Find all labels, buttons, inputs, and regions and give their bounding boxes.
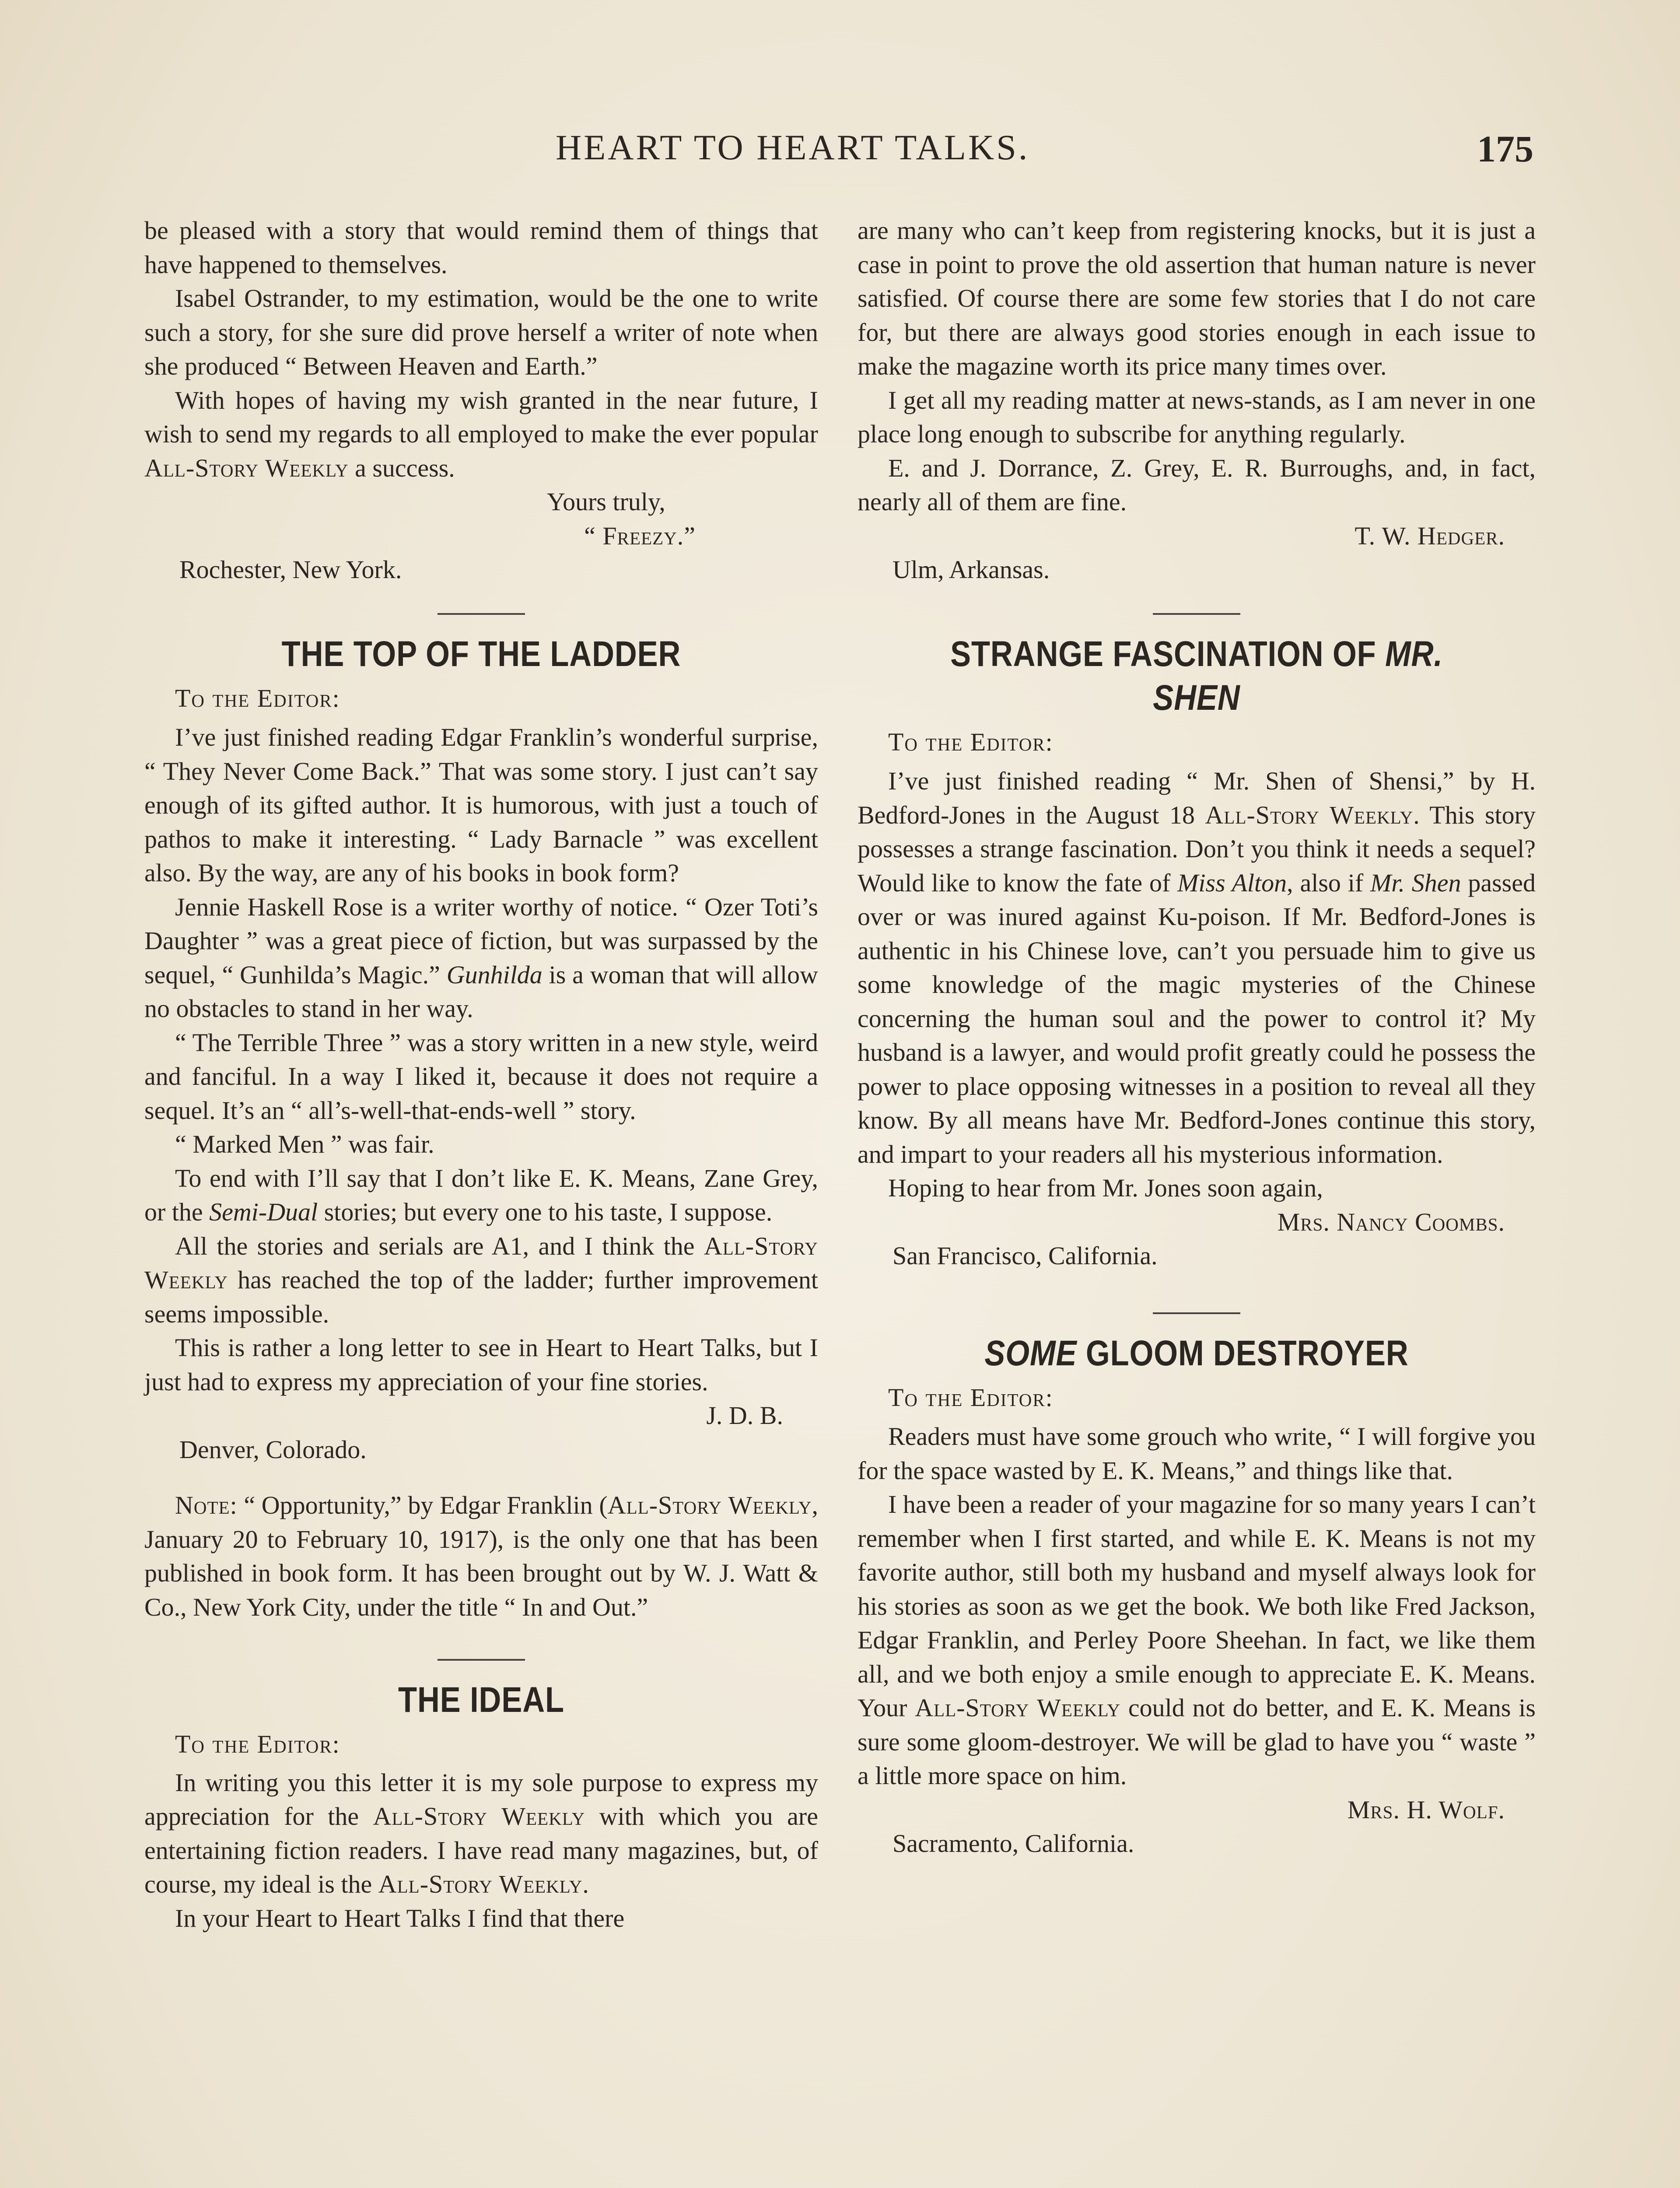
letter-place: Denver, Colorado.	[179, 1435, 367, 1464]
section-heading: THE TOP OF THE LADDER	[281, 634, 681, 674]
magazine-name: All-Story Weekly	[144, 453, 349, 482]
paragraph: All the stories and serials are A1, and I think the All-Story Weekly has reached the top of the ladder; further improvement seems impossible.	[144, 1231, 818, 1328]
right-column	[858, 214, 1536, 1861]
letter-place: San Francisco, California.	[892, 1241, 1158, 1270]
section-divider	[438, 613, 525, 615]
letter-place: Sacramento, California.	[892, 1829, 1134, 1858]
paragraph: With hopes of having my wish granted in the near future, I wish to send my regards to all employed to make the ever popular All-Story Weekly a success.	[144, 386, 818, 482]
paragraph: Jennie Haskell Rose is a writer worthy of notice. “ Ozer Toti’s Daughter ” was a great piece of fiction, but was surpassed by the sequel, “ Gunhilda’s Magic.” Gunhilda is a woman that will allow no obstacles to stand in her way.	[144, 892, 819, 1023]
letter-signature: Mrs. H. Wolf.	[1347, 1795, 1505, 1824]
magazine-name: All-Story Weekly	[144, 1231, 818, 1294]
paragraph: I get all my reading matter at news-stands, as I am never in one place long enough to subscribe for anything regularly.	[858, 386, 1536, 448]
paragraph: I’ve just finished reading “ Mr. Shen of Shensi,” by H. Bedford-Jones in the August 18 All-Story Weekly. This story possesses a strange fascination. Don’t you think it needs a sequel? Would like to know the fate of Miss Alton, also if Mr. Shen passed over or was inured against Ku-poison. If Mr. Bedford-Jones is authentic in his Chinese love, can’t you persuade him to give us some knowledge of the magic mysteries of the Chinese concerning the human soul and the power to control it? My husband is a lawyer, and would profit greatly could he possess the power to place opposing witnesses in a position to reveal all they know. By all means have Mr. Bedford-Jones continue this story, and impart to your readers all his mysterious information.	[858, 767, 1536, 1168]
paragraph: “ Marked Men ” was fair.	[175, 1130, 434, 1158]
page-number: 175	[1477, 128, 1533, 170]
section-heading: SOME GLOOM DESTROYER	[984, 1333, 1409, 1373]
paragraph: be pleased with a story that would remind them of things that have happened to themselves.	[144, 216, 818, 279]
letter-signature: Mrs. Nancy Coombs.	[1277, 1207, 1505, 1236]
left-column	[144, 214, 818, 1935]
letter-signature: J. D. B.	[706, 1401, 783, 1430]
letter-place: Rochester, New York.	[179, 555, 402, 584]
magazine-name: All-Story Weekly	[607, 1491, 812, 1519]
magazine-name: All-Story Weekly	[378, 1870, 583, 1898]
paragraph: This is rather a long letter to see in Heart to Heart Talks, but I just had to express my appreciation of your fine stories.	[144, 1333, 818, 1396]
salutation: To the Editor:	[888, 1383, 1054, 1412]
paragraph: are many who can’t keep from registering knocks, but it is just a case in point to prove the old assertion that human nature is never satisfied. Of course there are some few stories that I do not care for, but there are always good stories enough in each issue to make the magazine worth its price many times over.	[858, 216, 1536, 380]
running-head: HEART TO HEART TALKS.	[556, 127, 1030, 167]
editor-note: Note: “ Opportunity,” by Edgar Franklin (All-Story Weekly, January 20 to February 10, 1917), is the only one that has been published in book form. It has been brought out by W. J. Watt & Co., New York City, under the title “ In and Out.”	[144, 1491, 818, 1621]
salutation: To the Editor:	[175, 684, 340, 712]
section-divider	[1153, 613, 1240, 615]
section-heading: STRANGE FASCINATION OF MR. SHEN	[950, 634, 1443, 718]
paragraph: In your Heart to Heart Talks I find that there	[175, 1904, 625, 1932]
letter-closing: Yours truly,	[547, 487, 665, 516]
letter-signature: T. W. Hedger.	[1354, 521, 1505, 550]
section-divider	[1153, 1312, 1240, 1314]
paragraph: To end with I’ll say that I don’t like E. K. Means, Zane Grey, or the Semi-Dual stories; but every one to his taste, I suppose.	[144, 1164, 818, 1226]
section-divider	[438, 1659, 525, 1661]
paragraph: Hoping to hear from Mr. Jones soon again,	[888, 1174, 1323, 1202]
magazine-name: All-Story Weekly	[1205, 800, 1414, 829]
paragraph: Isabel Ostrander, to my estimation, would be the one to write such a story, for she sure did prove herself a writer of note when she produced “ Between Heaven and Earth.”	[144, 284, 818, 380]
paragraph: I’ve just finished reading Edgar Franklin’s wonderful surprise, “ They Never Come Back.” That was some story. I just can’t say enough of its gifted author. It is humorous, with just a touch of pathos to make it interesting. “ Lady Barnacle ” was excellent also. By the way, are any of his books in book form?	[144, 723, 818, 887]
salutation: To the Editor:	[175, 1730, 340, 1758]
salutation: To the Editor:	[888, 727, 1054, 756]
paragraph: Readers must have some grouch who write, “ I will forgive you for the space wasted by E. K. Means,” and things like that.	[858, 1422, 1536, 1485]
magazine-name: All-Story Weekly	[915, 1694, 1121, 1722]
letter-place: Ulm, Arkansas.	[892, 555, 1050, 584]
paragraph: E. and J. Dorrance, Z. Grey, E. R. Burroughs, and, in fact, nearly all of them are fine.	[858, 453, 1536, 516]
paragraph: “ The Terrible Three ” was a story written in a new style, weird and fanciful. In a way I liked it, because it does not require a sequel. It’s an “ all’s-well-that-ends-well ” story.	[144, 1028, 818, 1125]
section-heading: THE IDEAL	[398, 1680, 564, 1720]
paragraph: I have been a reader of your magazine for so many years I can’t remember when I first started, and while E. K. Means is not my favorite author, still both my husband and myself always look for his stories as soon as we get the book. We both like Fred Jackson, Edgar Franklin, and Perley Poore Sheehan. In fact, we like them all, and we both enjoy a smile enough to appreciate E. K. Means. Your All-Story Weekly could not do better, and E. K. Means is sure some gloom-destroyer. We will be glad to have you “ waste ” a little more space on him.	[858, 1490, 1536, 1790]
letter-signature: “ Freezy.”	[584, 521, 696, 550]
paragraph: In writing you this letter it is my sole purpose to express my appreciation for the All-Story Weekly with which you are entertaining fiction readers. I have read many magazines, but, of course, my ideal is the All-Story Weekly.	[144, 1768, 818, 1898]
magazine-name: All-Story Weekly	[373, 1802, 585, 1830]
